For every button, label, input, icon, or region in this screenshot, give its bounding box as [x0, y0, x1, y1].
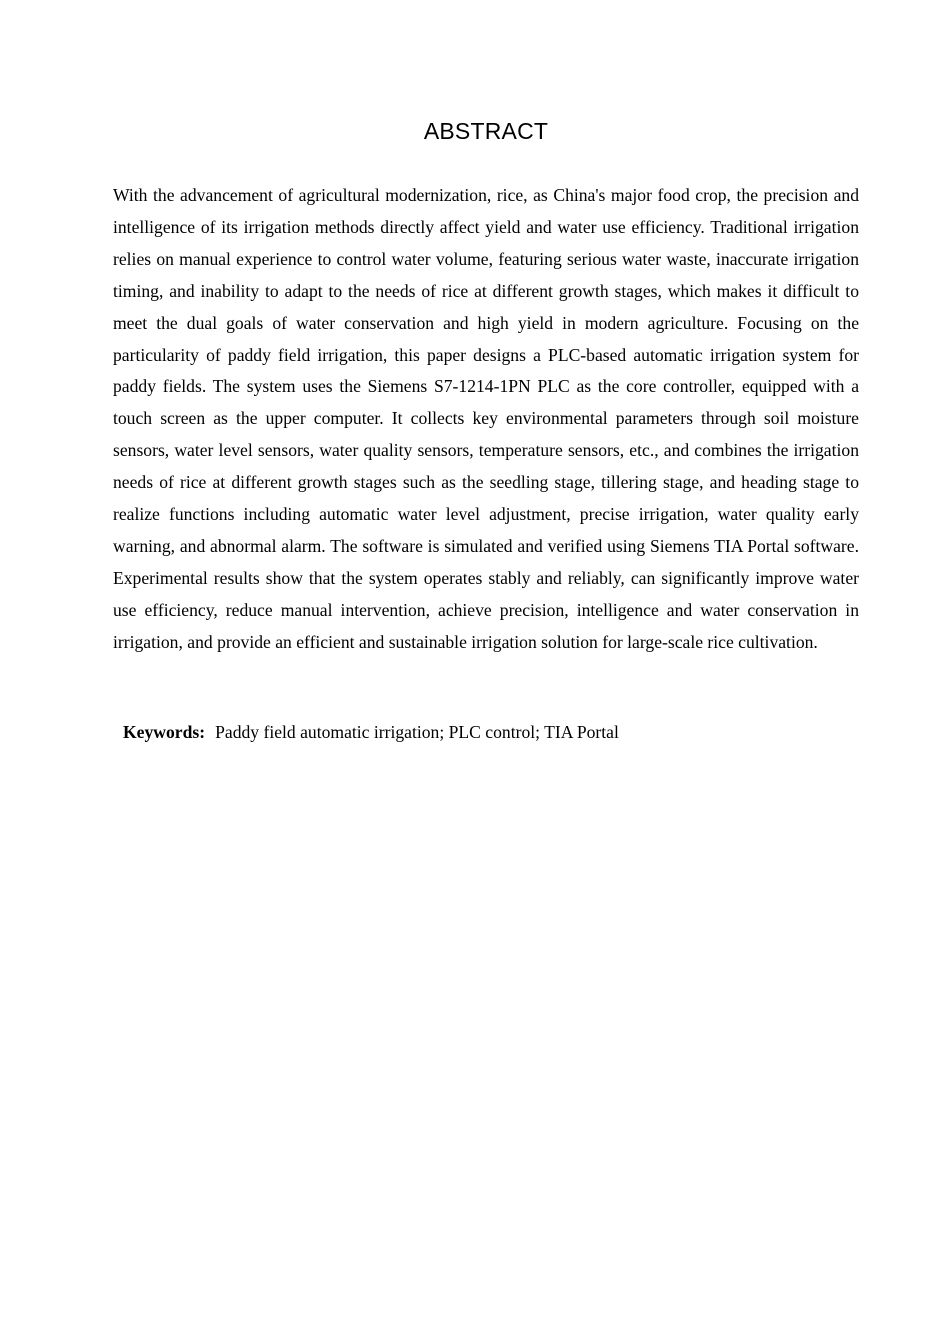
abstract-heading: ABSTRACT	[423, 118, 549, 144]
keywords-value: Paddy field automatic irrigation; PLC control; TIA Portal	[215, 722, 619, 742]
keywords-line	[123, 717, 863, 749]
abstract-body-text: With the advancement of agricultural modernization, rice, as China's major food crop, the precision and intelligence of its irrigation methods directly affect yield and water use efficiency. Traditional irrigation relies on manual experience to control water volume, featuring serious water waste, inaccurate irrigation timing, and inability to adapt to the needs of rice at different growth stages, which makes it difficult to meet the dual goals of water conservation and high yield in modern agriculture. Focusing on the particularity of paddy field irrigation, this paper designs a PLC-based automatic irrigation system for paddy fields. The system uses the Siemens S7-1214-1PN PLC as the core controller, equipped with a touch screen as the upper computer. It collects key environmental parameters through soil moisture sensors, water level sensors, water quality sensors, temperature sensors, etc., and combines the irrigation needs of rice at different growth stages such as the seedling stage, tillering stage, and heading stage to realize functions including automatic water level adjustment, precise irrigation, water quality early warning, and abnormal alarm. The software is simulated and verified using Siemens TIA Portal software. Experimental results show that the system operates stably and reliably, can significantly improve water use efficiency, reduce manual intervention, achieve precision, intelligence and water conservation in irrigation, and provide an efficient and sustainable irrigation solution for large-scale rice cultivation.	[113, 185, 859, 652]
keywords-label: Keywords:	[123, 722, 206, 742]
